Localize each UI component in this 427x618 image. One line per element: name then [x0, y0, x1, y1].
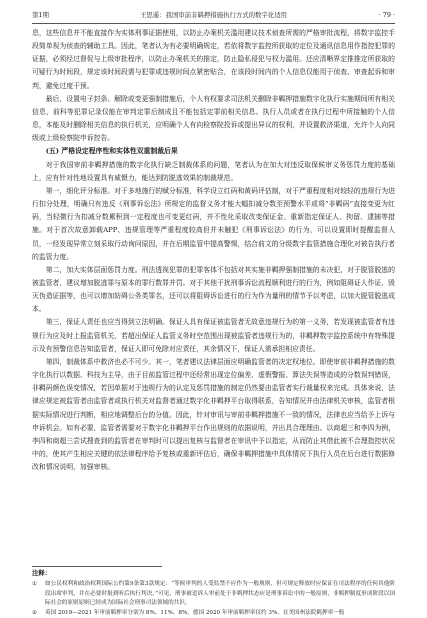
header-divider — [32, 23, 395, 24]
paragraph: 第三，保证人责任也应当得到立法明确。保证人具有保证被监管者无故意违规行为的第一义务，若发现被监管者有违规行为应及时上报监管机关，若超出保证人监管义务时空范围出现被监管者违规行为的，非羁押数字监控系统中有特殊提示及有预警信息告知监管者，保证人即可免除对应责任，其余情况下，保证人需承担相应责任。 — [32, 318, 395, 353]
footnote-text: 英国 2019—2021 年审前羁押率分别为 8%、11%、8%，德国 2020 年审前羁押率仅约 3%，在美国州法院羁押率一般 — [45, 609, 345, 616]
paragraph: 第四，制裁体系中救济也必不可少。其一，笔者建议法律层面应明确监管者的决定权地位。即使审前非羁押措施的数字化执行以数据、科技为主导，由于目前监管过程中还经常出现定位偏差、虚假警报、算法失误等造成的分数误判错误，非羁码颜色误变情况，若因单据对于违规行为的认定及惩罚措施的制定仍然要由监管者实行裁量权来完成。具体来说，法律应规定被监管者由监管者或执行机关对监督者通过数字化非羁押平台取得联系，告知情况并由法律机关审核，监管者根据实际情况进行判断，相应地调整后台的分值。因此，针对审讯与审前非羁押措施不一致的情况，法律也应当给予上诉与申诉机会。如有必要，监管者需要对于数字化非羁押平台作出规则的依据说明，并出具合理理由。以商超三和李四为例，李四和商超三尝试搜查到的监管者在审判时可以提出复核与监督者在审讯中予以指定，从而防止其借此被不合理指控状况中的，使其产生相应关键的依法律程序给予复核或重新评估后，确保非羁押措施中具体情况下执行人员在后台进行数据修改和情况说明，加强审核。 — [32, 357, 395, 472]
footnotes — [32, 580, 395, 618]
paragraph: 息，这些信息并不能直接作为实体刑事证据使用，以防止办案机关滥用建议技术侦查所需的严格审批流程，将数字监控手段简单视为侦查的辅助工具。因此，笔者认为有必要明确规定，若依将数字监控所获取的定位及通讯信息用作指控犯罪的证据，必须经过督促与上级审批程序，以防止办案机关的推定，防止隐私侵犯与权力滥用。还应清晰界定推推定所获取的可疑行为时间段，规定该时间段需与犯罪或违规时间点紧密贴合，在该段时间内的个人信息仅能用于侦查、审查起诉和审判，避免过度干预。 — [32, 29, 395, 90]
paragraph: 最后，设置电子封条、解除或变更强制措施后，个人有权要求司法机关删除非羁押措施数字化执行实施期间所有相关信息，前科等犯罪记录仅能在审判定罪后制成且不能包括定罪前相关信息。执行人员或者在执行过程中所接触的个人信息，本能及时删除相关信息的执行机关，应明确个人有向检察院投诉或提出异议的权利，并设置救济渠道，允许个人向同级或上级检察院申诉控告。 — [32, 94, 395, 143]
paragraph: 第二，加大实体层面惩罚力度。刑法透视犯罪的犯罪客体不包括对其实施非羁押强制措施的未决犯，对于脱管脱逃的被监管者，建议增加脱逃罪与原本的罪行数罪并罚。对于其他干扰刑事诉讼流程顺利进行的行为，例如阻碍证人作证、毁灭伪造证据等，也可以增加妨碍公务类罪名，还可以将阻碍诉讼进行的行为作为量刑的情节予以考虑，以加大脱管脱逃成本。 — [32, 265, 395, 314]
footnote-text: 如公民权利和政治权利国际公约第9条第3款规定：“等候审判的人受监禁不应作为一般规则，但可规定释放时应保证在司法程序的任何其他阶段出席审判，并在必要时报到听后执行判决。”可见，刑事被追诉人审前处于非羁押状态应是刑事诉讼中的一般原则，非羁押制度形成阶段以国际社会的原则原则已经成为国际社会刑事司法领域的共识。 — [45, 581, 395, 607]
issue-label: 第1期 — [32, 11, 49, 19]
paragraph: 对于我国审前非羁押措施的数字化执行缺乏制裁体系的问题，笔者认为在加大对违反取保候审义务惩罚力度的基础上，应有针对性地设置具有威慑力，能达到防脱逃效果的制裁规范。 — [32, 160, 395, 182]
page-header — [32, 8, 395, 22]
running-title: 王思遥：我国审前非羁押措施执行方式的数字化适用 — [140, 11, 287, 19]
footnote — [32, 609, 395, 618]
footnote — [32, 580, 395, 609]
page-number: · 79 · — [378, 11, 395, 19]
footnote-number: ② — [32, 609, 38, 616]
footnotes-heading: 注释： — [32, 569, 52, 577]
footnote-number: ① — [32, 581, 38, 587]
article-body — [32, 27, 395, 474]
paragraph: 第一，细化评分标准。对于多地施行的赋分标准，科学设立红码和黄码评估制，对于严重程度相对较轻的违规行为进行扣分处理，明确只有违反《刑事诉讼法》所规定的监督义务才能大幅扣减分数至预警水平或将“非羁码”直接变更为红码，当轻微行为扣减分数累积到一定程度也可变更红码，并不性化采取改变保证金、重新指定保证人、拘留、逮捕等措施。对于首次故意卸载APP、违规管理等严重程度较高但并未触犯《刑事诉讼法》的行为，可以设置即时提醒监督人员，一经发现异常立刻采取行动询问原因，并在后期监管中提高警惕，结合前文的分级数字监管措施合理化对被告执行者的监管力度。 — [32, 186, 395, 261]
section-heading: (五) 严格设定程序性和实体性双重制裁后果 — [45, 147, 178, 156]
footnote-divider — [32, 566, 162, 567]
